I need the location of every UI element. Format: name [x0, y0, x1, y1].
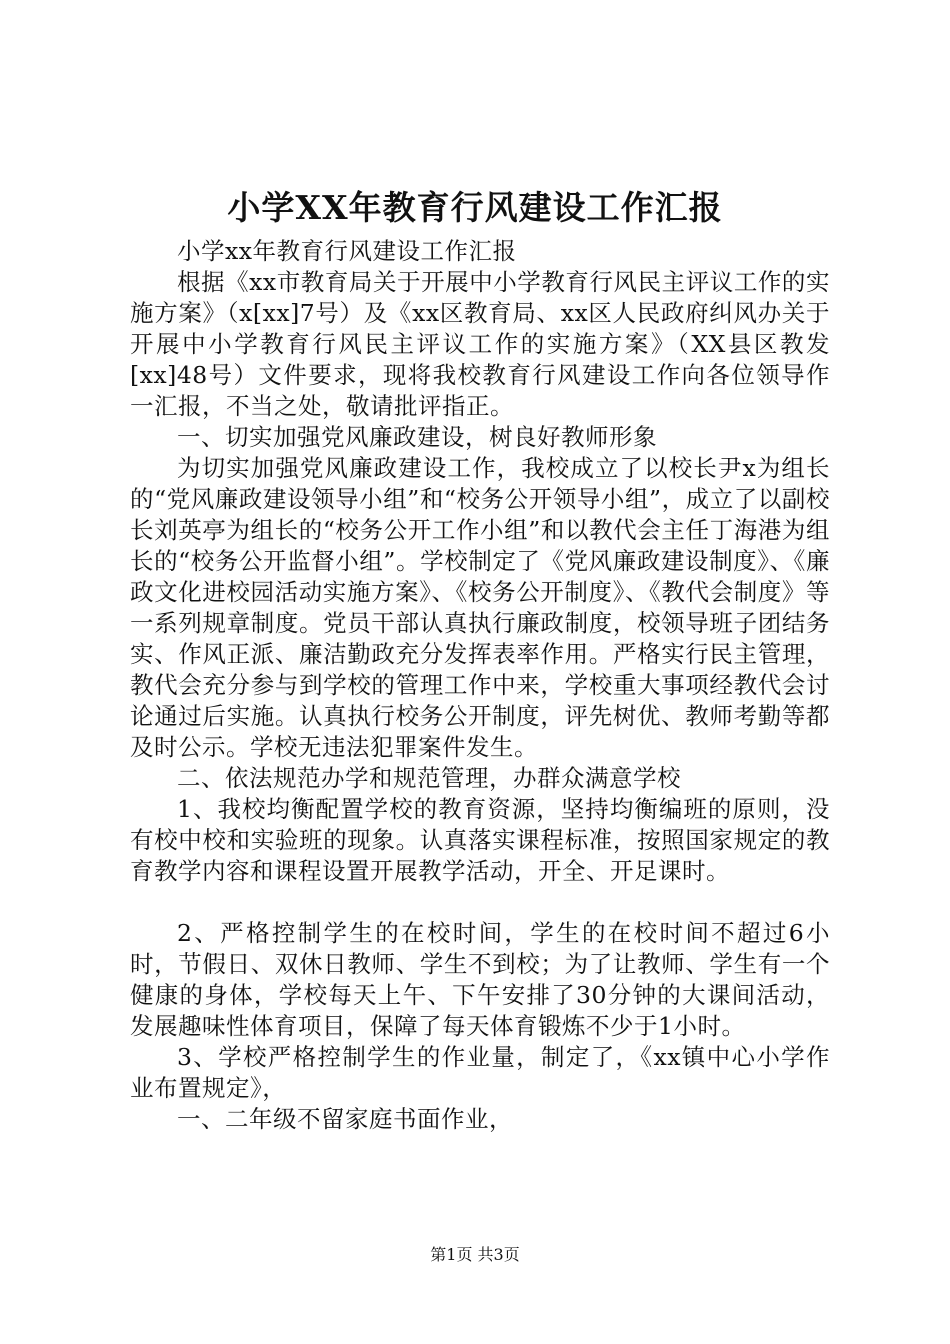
paragraph-intro: 根据《xx市教育局关于开展中小学教育行风民主评议工作的实施方案》（x[xx]7号）及《xx区教育局、xx区人民政府纠风办关于开展中小学教育行风民主评议工作的实施方案》（XX县区教发[xx]48号）文件要求，现将我校教育行风建设工作向各位领导作一汇报，不当之处，敬请批评指正。 — [130, 268, 830, 420]
page-number-footer: 第1页 共3页 — [430, 1245, 520, 1264]
document-body — [130, 236, 830, 1135]
section-heading-1: 一、切实加强党风廉政建设，树良好教师形象 — [177, 423, 657, 451]
paragraph-section-1: 为切实加强党风廉政建设工作，我校成立了以校长尹x为组长的“党风廉政建设领导小组”和“校务公开领导小组”，成立了以副校长刘英亭为组长的“校务公开工作小组”和以教代会主任丁海港为组长的“校务公开监督小组”。学校制定了《党风廉政建设制度》、《廉政文化进校园活动实施方案》、《校务公开制度》、《教代会制度》等一系列规章制度。党员干部认真执行廉政制度，校领导班子团结务实、作风正派、廉洁勤政充分发挥表率作用。严格实行民主管理，教代会充分参与到学校的管理工作中来，学校重大事项经教代会讨论通过后实施。认真执行校务公开制度，评先树优、教师考勤等都及时公示。学校无违法犯罪案件发生。 — [130, 454, 830, 761]
paragraph-subtitle: 小学xx年教育行风建设工作汇报 — [177, 237, 517, 265]
paragraph-item-3-detail: 一、二年级不留家庭书面作业， — [177, 1105, 513, 1133]
section-heading-2: 二、依法规范办学和规范管理，办群众满意学校 — [177, 764, 681, 792]
paragraph-item-1: 1、我校均衡配置学校的教育资源，坚持均衡编班的原则，没有校中校和实验班的现象。认真落实课程标准，按照国家规定的教育教学内容和课程设置开展教学活动，开全、开足课时。 — [130, 795, 830, 885]
paragraph-item-3: 3、学校严格控制学生的作业量，制定了，《xx镇中心小学作业布置规定》， — [130, 1043, 830, 1102]
paragraph-item-2: 2、严格控制学生的在校时间，学生的在校时间不超过6小时，节假日、双休日教师、学生不到校；为了让教师、学生有一个健康的身体，学校每天上午、下午安排了30分钟的大课间活动，发展趣味性体育项目，保障了每天体育锻炼不少于1小时。 — [130, 919, 830, 1040]
document-title: 小学XX年教育行风建设工作汇报 — [227, 188, 723, 227]
